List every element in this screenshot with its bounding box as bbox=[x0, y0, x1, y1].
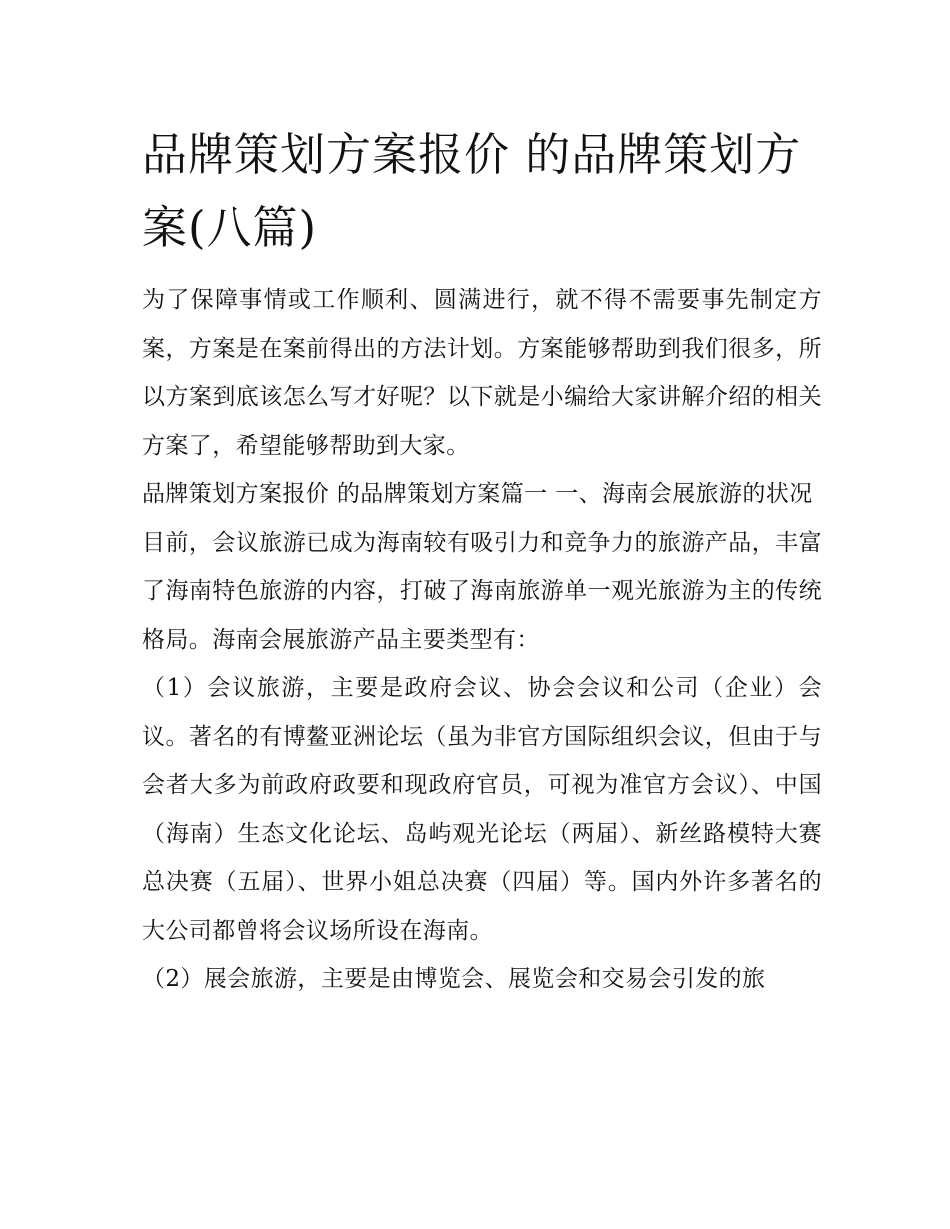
status-paragraph: 目前，会议旅游已成为海南较有吸引力和竞争力的旅游产品，丰富了海南特色旅游的内容，打破了海南旅游单一观光旅游为主的传统格局。海南会展旅游产品主要类型有： bbox=[142, 529, 822, 653]
meeting-tourism-paragraph: （1）会议旅游，主要是政府会议、协会会议和公司（企业）会议。著名的有博鳌亚洲论坛（虽为非官方国际组织会议，但由于与会者大多为前政府政要和现政府官员，可视为准官方会议）、中国（海南）生态文化论坛、岛屿观光论坛（两届）、新丝路模特大赛总决赛（五届）、世界小姐总决赛（四届）等。国内外许多著名的大公司都曾将会议场所设在海南。 bbox=[142, 675, 822, 944]
section-heading: 品牌策划方案报价 的品牌策划方案篇一 一、海南会展旅游的状况 bbox=[142, 481, 813, 507]
exhibition-tourism-paragraph: （2）展会旅游，主要是由博览会、展览会和交易会引发的旅 bbox=[142, 966, 766, 992]
document-page bbox=[142, 118, 822, 1004]
document-title: 品牌策划方案报价 的品牌策划方案(八篇) bbox=[142, 128, 802, 254]
intro-paragraph: 为了保障事情或工作顺利、圆满进行，就不得不需要事先制定方案，方案是在案前得出的方法计划。方案能够帮助到我们很多，所以方案到底该怎么写才好呢？以下就是小编给大家讲解介绍的相关方案了，希望能够帮助到大家。 bbox=[142, 287, 822, 459]
